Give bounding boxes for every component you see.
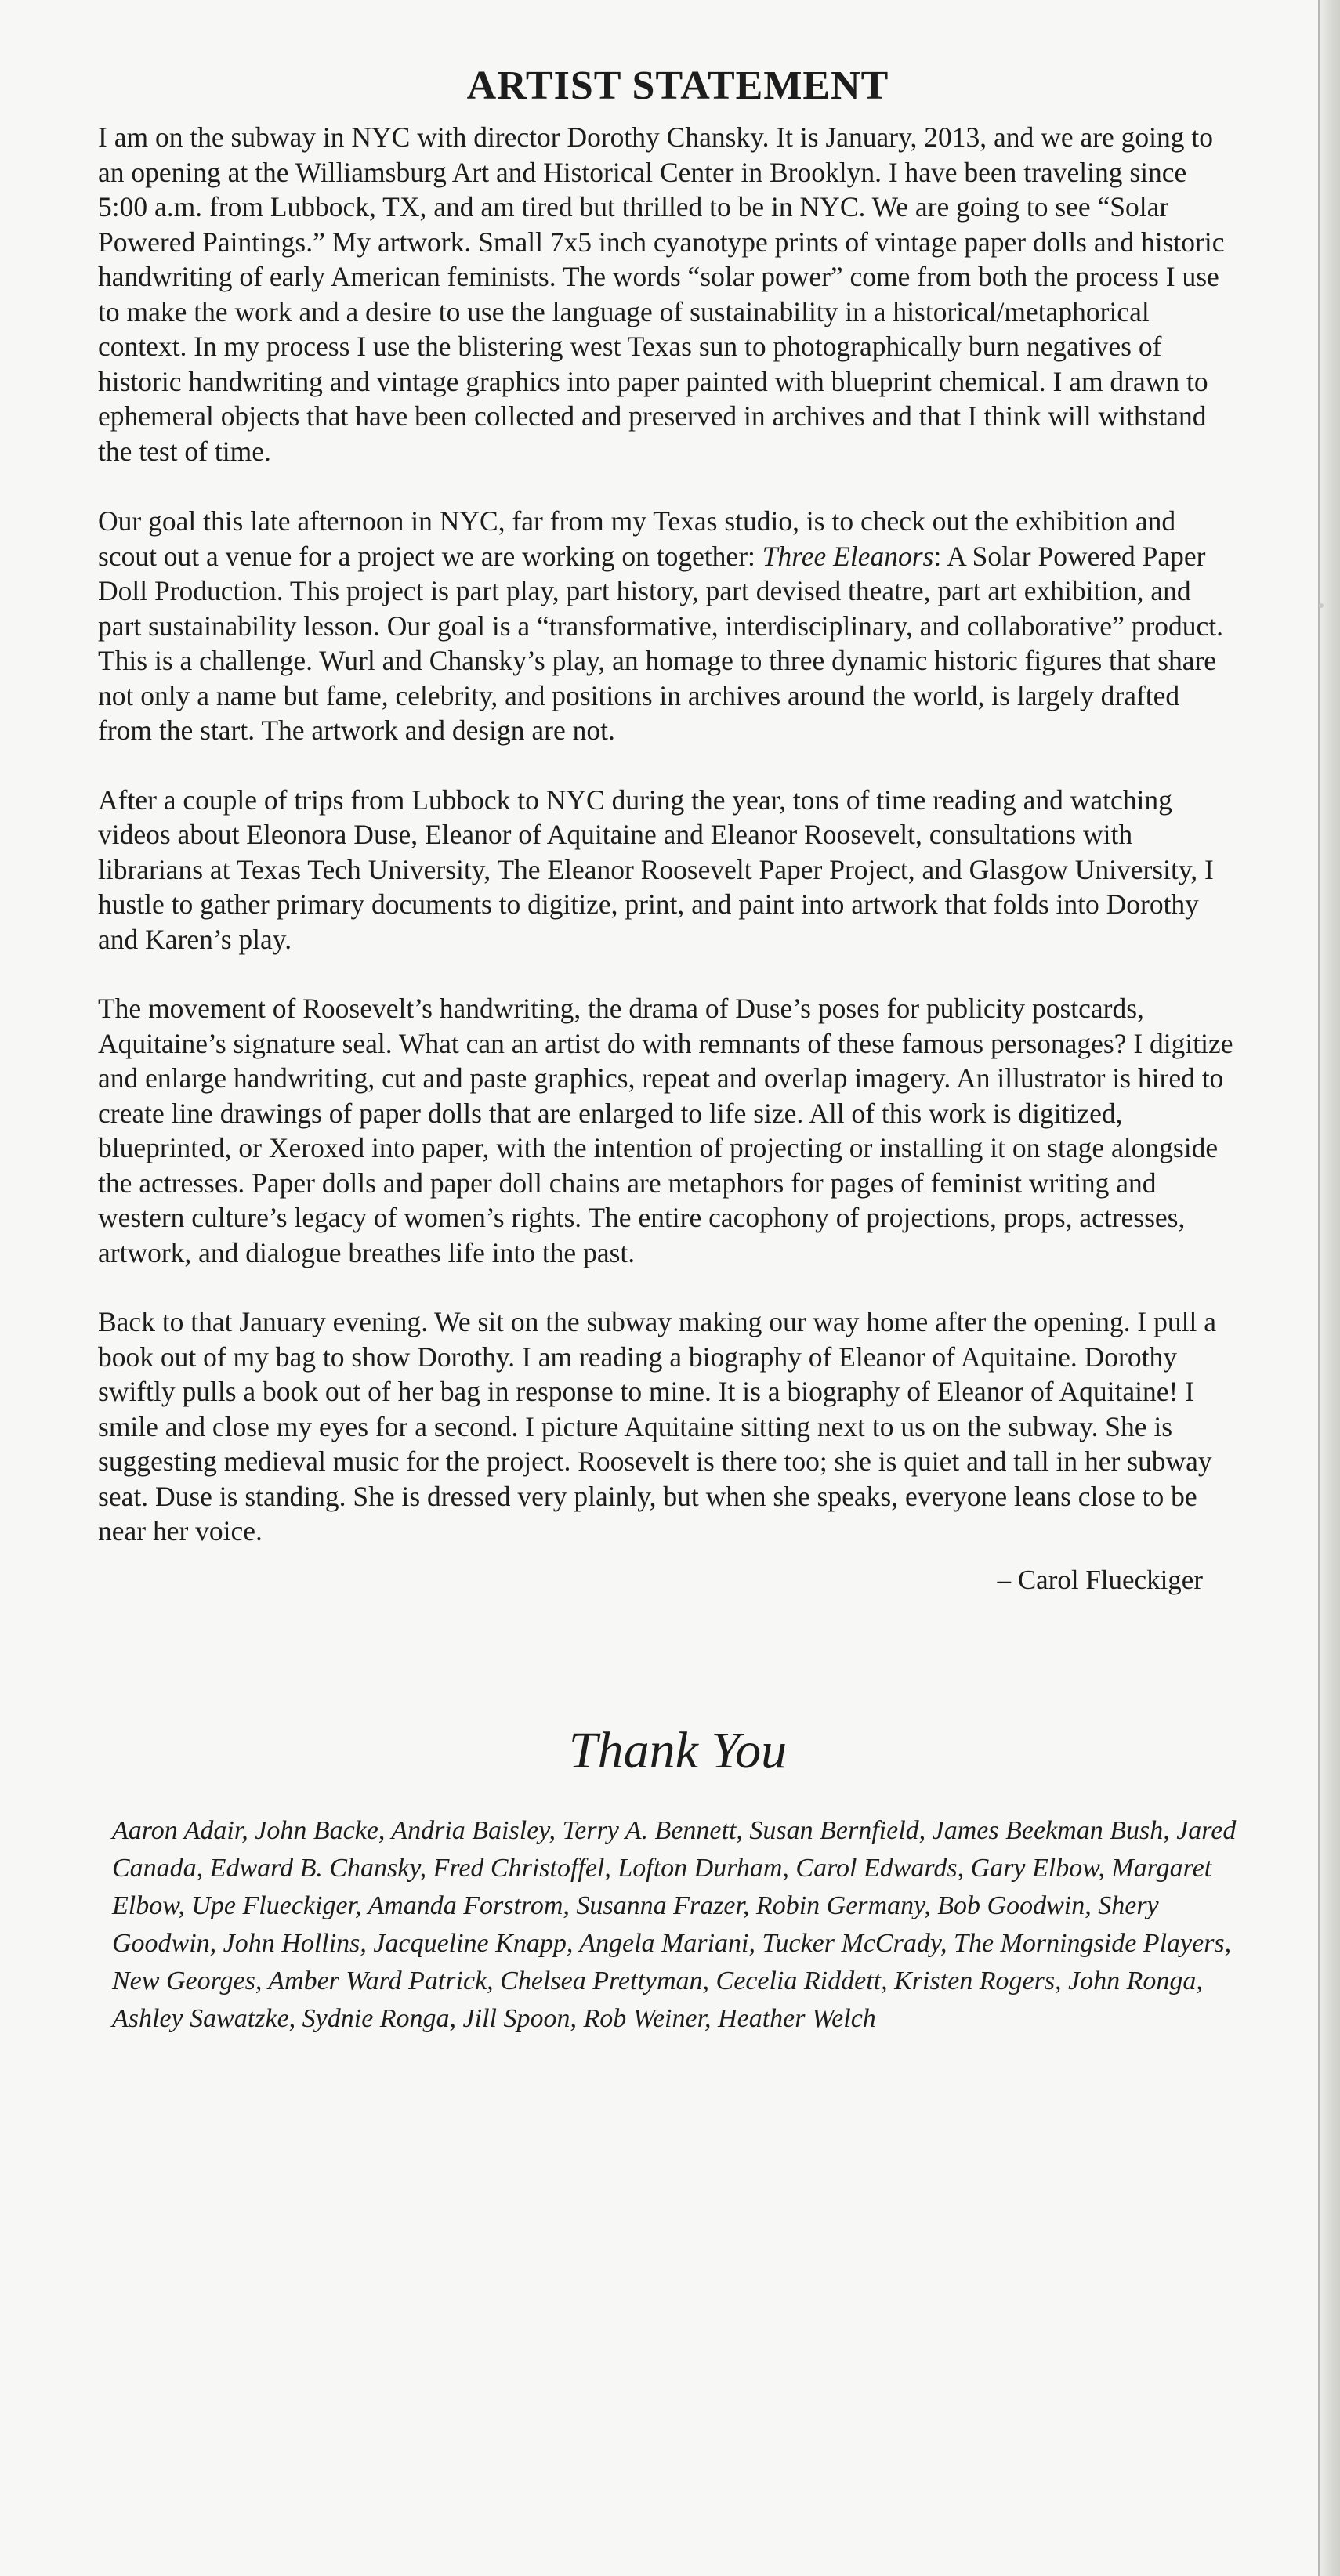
thank-you-heading: Thank You: [568, 1721, 788, 1779]
play-title: Three Eleanors: [762, 540, 934, 572]
paragraph-5: Back to that January evening. We sit on the subway making our way home after the opening. I pull a book out of my bag to show Dorothy. I am reading a biography of Eleanor of Aquitaine. Dorothy swiftly pulls a book out of her bag in response to mine. It is a biography of Eleanor of Aquitaine! I smile and close my eyes for a second. I picture Aquitaine sitting next to us on the subway. She is suggesting medieval music for the project. Roosevelt is there too; she is quiet and tall in her subway seat. Duse is standing. She is dressed very plainly, but when she speaks, everyone leans close to be near her voice.: [98, 1306, 1216, 1547]
paragraph-1: I am on the subway in NYC with director Dorothy Chansky. It is January, 2013, and we are going to an opening at the Williamsburg Art and Historical Center in Brooklyn. I have been traveling since 5:00 a.m. from Lubbock, TX, and am tired but thrilled to be in NYC. We are going to see “Solar Powered Paintings.” My artwork. Small 7x5 inch cyanotype prints of vintage paper dolls and historic handwriting of early American feminists. The words “solar power” come from both the process I use to make the work and a desire to use the language of sustainability in a historical/metaphorical context. In my process I use the blistering west Texas sun to photographically burn negatives of historic handwriting and vintage graphics into paper painted with blueprint chemical. I am drawn to ephemeral objects that have been collected and preserved in archives and that I think will withstand the test of time.: [98, 121, 1225, 467]
page-title: ARTIST STATEMENT: [466, 63, 889, 108]
document-body: [98, 63, 1237, 2038]
author-signature: – Carol Flueckiger: [997, 1564, 1203, 1595]
paragraph-2-after: : A Solar Powered Paper Doll Production. This project is part play, part history, part devised theatre, part art exhibition, and part sustainability lesson. Our goal is a “transformative, interdisciplinary, and collaborative” product. This is a challenge. Wurl and Chansky’s play, an homage to three dynamic historic figures that share not only a name but fame, celebrity, and positions in archives around the world, is largely drafted from the start. The artwork and design are not.: [98, 540, 1224, 746]
thank-you-names: Aaron Adair, John Backe, Andria Baisley, Terry A. Bennett, Susan Bernfield, James Beekman Bush, Jared Canada, Edward B. Chansky, Fred Christoffel, Lofton Durham, Carol Edwards, Gary Elbow, Margaret Elbow, Upe Flueckiger, Amanda Forstrom, Susanna Frazer, Robin Germany, Bob Goodwin, Shery Goodwin, John Hollins, Jacqueline Knapp, Angela Mariani, Tucker McCrady, The Morningside Players, New Georges, Amber Ward Patrick, Chelsea Prettyman, Cecelia Riddett, Kristen Rogers, John Ronga, Ashley Sawatzke, Sydnie Ronga, Jill Spoon, Rob Weiner, Heather Welch: [112, 1815, 1237, 2033]
scan-speck: [1319, 603, 1324, 608]
page-edge: [1318, 0, 1340, 2576]
paragraph-2-before: Our goal this late afternoon in NYC, far from my Texas studio, is to check out the exhibition and scout out a venue for a project we are working on together:: [98, 505, 1176, 572]
paragraph-4: The movement of Roosevelt’s handwriting, the drama of Duse’s poses for publicity postcards, Aquitaine’s signature seal. What can an artist do with remnants of these famous personages? I digitize and enlarge handwriting, cut and paste graphics, repeat and overlap imagery. An illustrator is hired to create line drawings of paper dolls that are enlarged to life size. All of this work is digitized, blueprinted, or Xeroxed into paper, with the intention of projecting or installing it on stage alongside the actresses. Paper dolls and paper doll chains are metaphors for pages of feminist writing and western culture’s legacy of women’s rights. The entire cacophony of projections, props, actresses, artwork, and dialogue breathes life into the past.: [98, 993, 1233, 1268]
paragraph-2: [98, 504, 1234, 748]
paragraph-3: After a couple of trips from Lubbock to NYC during the year, tons of time reading and watching videos about Eleonora Duse, Eleanor of Aquitaine and Eleanor Roosevelt, consultations with librarians at Texas Tech University, The Eleanor Roosevelt Paper Project, and Glasgow University, I hustle to gather primary documents to digitize, print, and paint into artwork that folds into Dorothy and Karen’s play.: [98, 783, 1214, 955]
